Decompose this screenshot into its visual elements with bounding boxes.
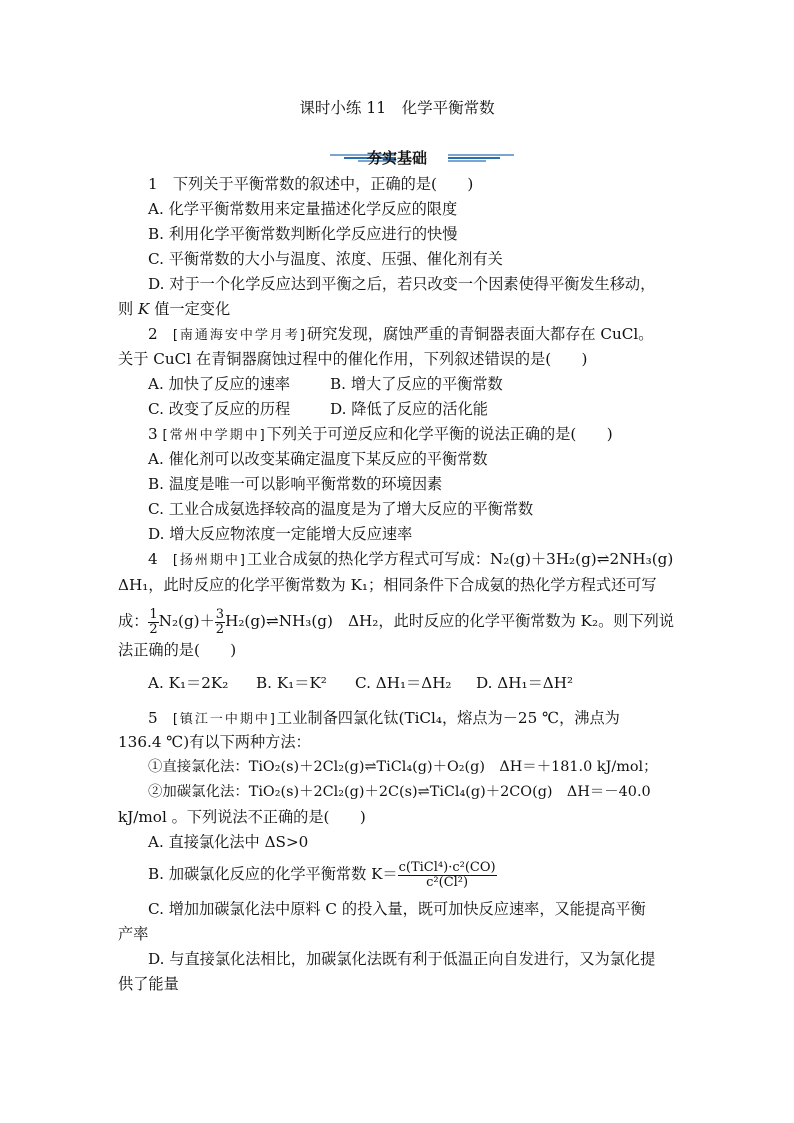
q2-stem-line1: 2 [南通海安中学月考]研究发现，腐蚀严重的青铜器表面大都存在 CuCl。 bbox=[148, 325, 654, 343]
q3-option-c: C. 工业合成氨选择较高的温度是为了增大反应的平衡常数 bbox=[148, 500, 534, 518]
q5-option-c-line2: 产率 bbox=[118, 925, 149, 943]
q1-option-d-line1: D. 对于一个化学反应达到平衡之后，若只改变一个因素使得平衡发生移动， bbox=[148, 275, 656, 293]
q5-option-d-line2: 供了能量 bbox=[118, 975, 179, 993]
q3-source: [常州中学期中] bbox=[162, 428, 267, 443]
q5-option-b: B. 加碳氯化反应的化学平衡常数 K＝ $\frac{\text{c(TiCl⁴)·c²(CO)}}{\text{c²(Cl²)}}$ bbox=[148, 859, 496, 890]
q2-source: [南通海安中学月考] bbox=[172, 328, 308, 343]
q4-stem-line1: 4 [扬州期中]工业合成氨的热化学方程式可写成：N₂(g)＋3H₂(g)⇌2NH₃(g) bbox=[148, 550, 674, 568]
q5-option-c-line1: C. 增加加碳氯化法中原料 C 的投入量，既可加快反应速率，又能提高平衡 bbox=[148, 900, 646, 918]
q4-stem-line3: 成： $\frac{1}{2}$ N₂(g)＋ $\frac{3}{2}$ H₂(g)⇌NH₃(g) ΔH₂，此时反应的化学平衡常数为 K₂。则下列说 bbox=[118, 606, 675, 637]
q4-source: [扬州期中] bbox=[172, 553, 248, 568]
q3-stem: 3 [常州中学期中]下列关于可逆反应和化学平衡的说法正确的是( ) bbox=[148, 425, 613, 443]
q4-option-c: C. ΔH₁＝ΔH₂ bbox=[355, 674, 452, 692]
section-label: 夯实基础 bbox=[366, 149, 427, 167]
q3-option-a: A. 催化剂可以改变某确定温度下某反应的平衡常数 bbox=[148, 450, 488, 468]
section-header bbox=[0, 148, 794, 168]
q5-method1: ①直接氯化法：TiO₂(s)＋2Cl₂(g)⇌TiCl₄(g)＋O₂(g) ΔH＝＋181.0 kJ/mol； bbox=[148, 759, 658, 775]
section-right-ornament bbox=[448, 152, 514, 164]
q3-option-d: D. 增大反应物浓度一定能增大反应速率 bbox=[148, 525, 413, 543]
q1-option-b: B. 利用化学平衡常数判断化学反应进行的快慢 bbox=[148, 225, 458, 243]
q5-method2: ②加碳氯化法：TiO₂(s)＋2Cl₂(g)＋2C(s)⇌TiCl₄(g)＋2CO(g) ΔH＝－40.0 bbox=[148, 784, 651, 800]
q1-option-d-line2: 则 K 值一定变化 bbox=[118, 300, 231, 318]
q4-fraction-half: $\frac{1}{2}$ bbox=[149, 606, 158, 637]
q1-option-a: A. 化学平衡常数用来定量描述化学反应的限度 bbox=[148, 200, 458, 218]
q5-source: [镇江一中期中] bbox=[172, 712, 278, 727]
q2-stem-line2: 关于 CuCl 在青铜器腐蚀过程中的催化作用，下列叙述错误的是( ) bbox=[118, 350, 588, 368]
q2-option-d: D. 降低了反应的活化能 bbox=[330, 400, 488, 418]
q1-stem: 1 下列关于平衡常数的叙述中，正确的是( ) bbox=[148, 175, 474, 193]
q2-option-b: B. 增大了反应的平衡常数 bbox=[330, 375, 503, 393]
q4-stem-line4: 法正确的是( ) bbox=[118, 641, 237, 659]
q5-option-a: A. 直接氯化法中 ΔS>0 bbox=[148, 833, 309, 851]
q4-option-a: A. K₁＝2K₂ bbox=[148, 674, 229, 692]
q4-fraction-three-halves: $\frac{3}{2}$ bbox=[215, 606, 225, 637]
q1-option-c: C. 平衡常数的大小与温度、浓度、压强、催化剂有关 bbox=[148, 250, 503, 268]
q5-k-expression: $\frac{\text{c(TiCl⁴)·c²(CO)}}{\text{c²(Cl²)}}$ bbox=[398, 859, 496, 890]
q5-stem-line1: 5 [镇江一中期中]工业制备四氯化钛(TiCl₄，熔点为－25 ℃，沸点为 bbox=[148, 709, 620, 727]
q5-method2-cont: kJ/mol 。下列说法不正确的是( ) bbox=[118, 808, 366, 826]
q4-stem-line2: ΔH₁，此时反应的化学平衡常数为 K₁；相同条件下合成氨的热化学方程式还可写 bbox=[118, 576, 657, 594]
q5-stem-line2: 136.4 ℃)有以下两种方法： bbox=[118, 733, 311, 751]
q4-option-d: D. ΔH₁＝ΔH² bbox=[476, 674, 574, 692]
page-title: 课时小练 11 化学平衡常数 bbox=[299, 99, 495, 117]
q2-option-a: A. 加快了反应的速率 bbox=[148, 375, 291, 393]
q3-option-b: B. 温度是唯一可以影响平衡常数的环境因素 bbox=[148, 475, 443, 493]
q4-option-b: B. K₁＝K² bbox=[256, 674, 327, 692]
q5-option-d-line1: D. 与直接氯化法相比，加碳氯化法既有利于低温正向自发进行，又为氯化提 bbox=[148, 950, 656, 968]
q4-equation1: N₂(g)＋3H₂(g)⇌2NH₃(g) bbox=[490, 550, 674, 568]
q2-option-c: C. 改变了反应的历程 bbox=[148, 400, 291, 418]
